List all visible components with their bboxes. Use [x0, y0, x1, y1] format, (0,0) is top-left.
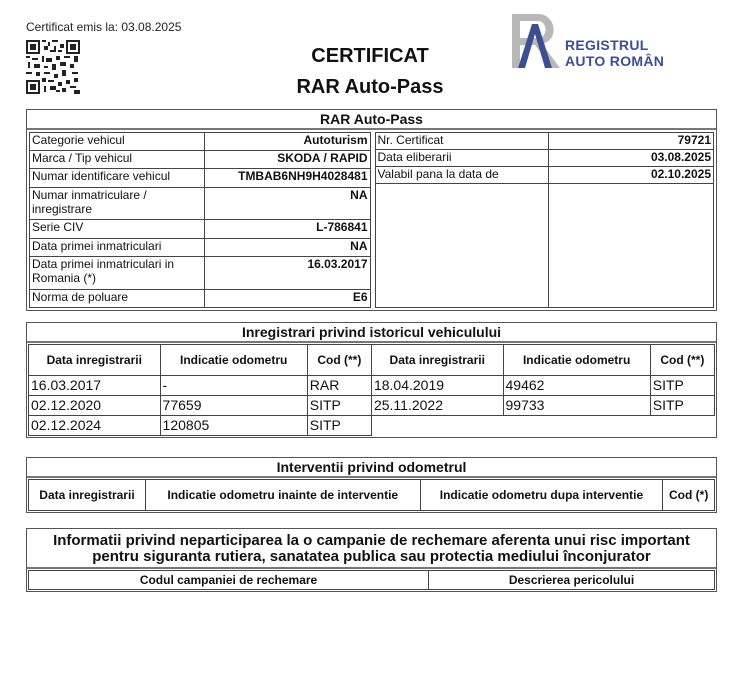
vehicle-details-table	[29, 132, 371, 308]
column-header: Indicatie odometru dupa interventie	[420, 480, 663, 511]
logo-text-line2: AUTO ROMÂN	[565, 53, 665, 69]
detail-value: 16.03.2017	[205, 256, 371, 289]
column-header: Cod (**)	[307, 345, 371, 376]
detail-row	[30, 289, 371, 307]
detail-label: Valabil pana la data de	[375, 166, 548, 183]
detail-value: NA	[205, 238, 371, 256]
table-cell: RAR	[307, 376, 371, 396]
empty-cell	[375, 183, 548, 307]
detail-label: Data primei inmatriculari in Romania (*)	[30, 256, 205, 289]
logo-text-line1: REGISTRUL	[565, 37, 649, 53]
detail-row	[375, 149, 714, 166]
column-header: Cod (**)	[650, 345, 714, 376]
vehicle-info-section	[26, 109, 717, 311]
detail-label: Data primei inmatriculari	[30, 238, 205, 256]
detail-row	[30, 133, 371, 151]
detail-label: Marca / Tip vehicul	[30, 151, 205, 169]
detail-value: L-786841	[205, 220, 371, 238]
recall-section	[26, 528, 717, 592]
column-header: Indicatie odometru	[160, 345, 307, 376]
detail-label: Categorie vehicul	[30, 133, 205, 151]
certificate-details-table	[375, 132, 715, 308]
column-header: Data inregistrarii	[29, 480, 146, 511]
section-title: RAR Auto-Pass	[27, 110, 716, 130]
detail-label: Numar identificare vehicul	[30, 169, 205, 187]
detail-row	[30, 220, 371, 238]
table-cell: 49462	[503, 376, 650, 396]
table-cell: SITP	[650, 396, 714, 416]
column-header: Indicatie odometru	[503, 345, 650, 376]
detail-label: Serie CIV	[30, 220, 205, 238]
recall-table	[28, 570, 715, 590]
detail-value: NA	[205, 187, 371, 220]
detail-row	[30, 151, 371, 169]
detail-label: Norma de poluare	[30, 289, 205, 307]
table-cell: 99733	[503, 396, 650, 416]
detail-value: 02.10.2025	[548, 166, 714, 183]
rar-logo-text	[565, 37, 664, 69]
history-section	[26, 322, 717, 438]
detail-value: SKODA / RAPID	[205, 151, 371, 169]
detail-row	[375, 133, 714, 150]
section-title: Interventii privind odometrul	[27, 458, 716, 478]
detail-row	[30, 256, 371, 289]
column-header: Codul campaniei de rechemare	[29, 571, 429, 590]
empty-row	[375, 183, 714, 307]
detail-label: Nr. Certificat	[375, 133, 548, 150]
table-row	[29, 396, 715, 416]
empty-cell	[371, 416, 714, 436]
table-cell: SITP	[307, 416, 371, 436]
table-cell: 77659	[160, 396, 307, 416]
certificate-title: CERTIFICAT	[311, 45, 429, 67]
section-title: Informatii privind neparticiparea la o campanie de rechemare aferenta unui risc important pentru siguranta rutiera, sanatatea publica sau protectia mediului înconjurator	[27, 529, 716, 569]
table-cell: 25.11.2022	[371, 396, 503, 416]
empty-cell	[548, 183, 714, 307]
detail-label: Data eliberarii	[375, 149, 548, 166]
detail-value: 03.08.2025	[548, 149, 714, 166]
table-cell: 18.04.2019	[371, 376, 503, 396]
history-table	[28, 344, 715, 436]
column-header: Cod (*)	[663, 480, 715, 511]
detail-row	[30, 187, 371, 220]
odometer-interventions-section	[26, 457, 717, 513]
certificate-subtitle: RAR Auto-Pass	[296, 76, 444, 98]
detail-row	[375, 166, 714, 183]
detail-value: TMBAB6NH9H4028481	[205, 169, 371, 187]
table-cell: 120805	[160, 416, 307, 436]
odometer-interventions-table	[28, 479, 715, 511]
table-row	[29, 416, 715, 436]
table-cell: 02.12.2020	[29, 396, 161, 416]
column-header: Data inregistrarii	[29, 345, 161, 376]
detail-label: Numar inmatriculare / inregistrare	[30, 187, 205, 220]
table-cell: SITP	[650, 376, 714, 396]
table-row	[29, 376, 715, 396]
detail-value: E6	[205, 289, 371, 307]
detail-row	[30, 238, 371, 256]
detail-value: Autoturism	[205, 133, 371, 151]
detail-row	[30, 169, 371, 187]
section-title: Inregistrari privind istoricul vehiculului	[27, 323, 716, 343]
issued-date-label: Certificat emis la: 03.08.2025	[26, 20, 182, 34]
table-cell: SITP	[307, 396, 371, 416]
column-header: Descrierea pericolului	[429, 571, 715, 590]
table-cell: 16.03.2017	[29, 376, 161, 396]
table-cell: 02.12.2024	[29, 416, 161, 436]
table-cell: -	[160, 376, 307, 396]
column-header: Data inregistrarii	[371, 345, 503, 376]
detail-value: 79721	[548, 133, 714, 150]
column-header: Indicatie odometru inainte de interventie	[145, 480, 420, 511]
